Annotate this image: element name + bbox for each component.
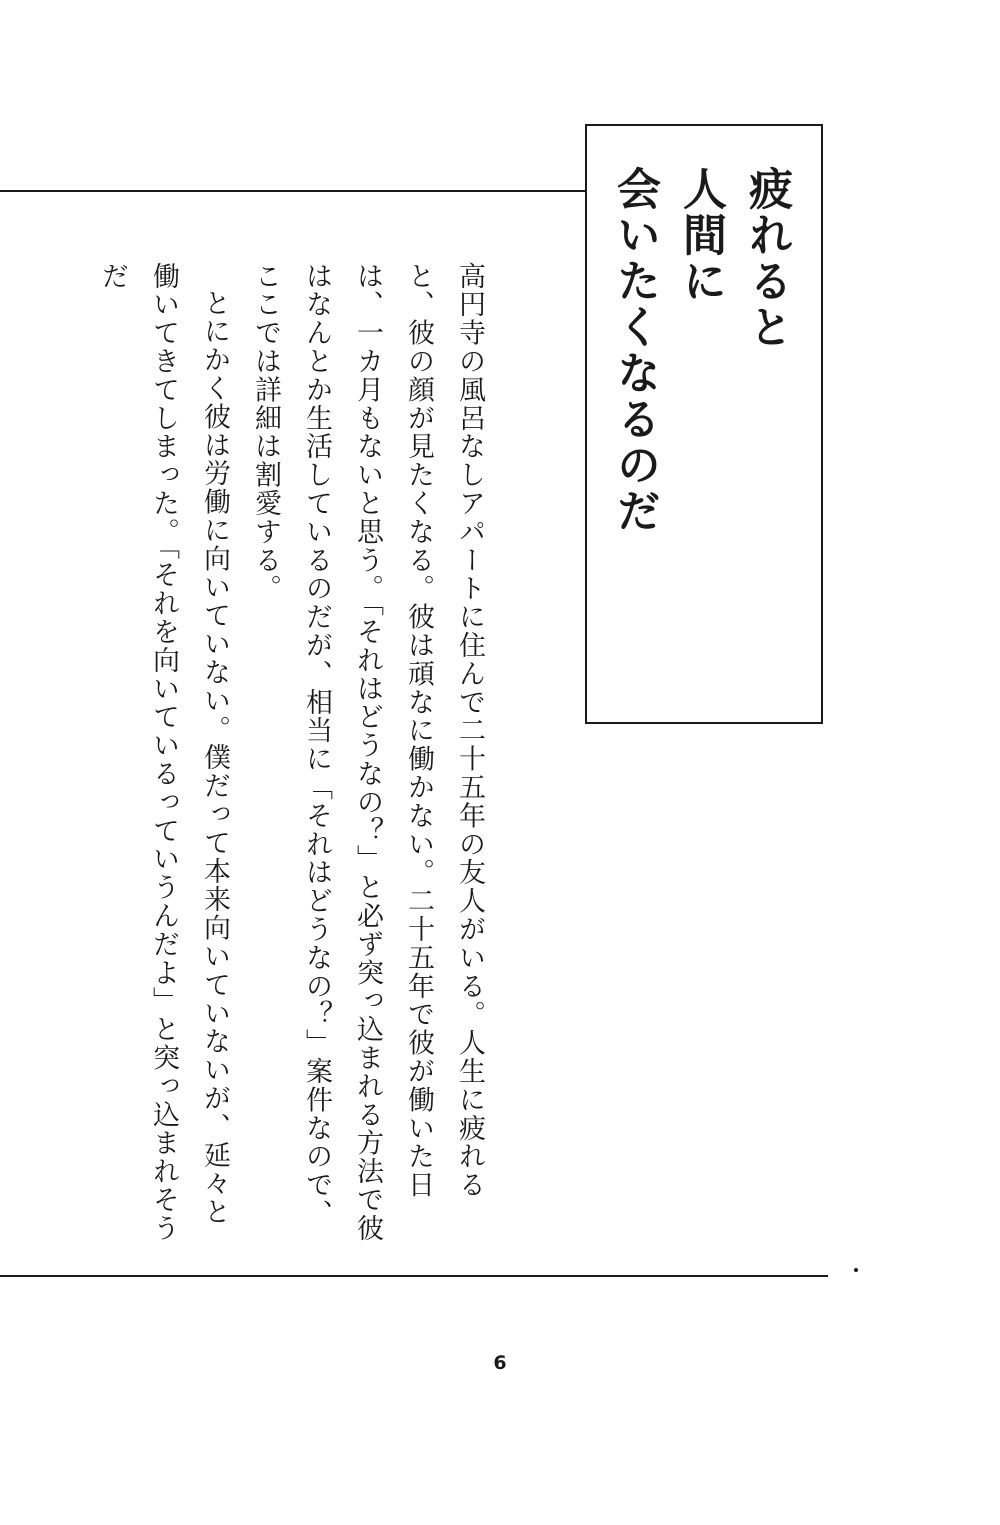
scan-speck — [854, 1268, 858, 1272]
body-text — [87, 262, 495, 1252]
chapter-title — [601, 166, 799, 534]
bottom-rule — [0, 1275, 828, 1277]
chapter-title-line-2: 人間に — [675, 166, 726, 304]
body-paragraph-2: とにかく彼は労働に向いていない。僕だって本来向いていないが、延々と働いてきてしまった。「それを向いているっていうんだよ」と突っ込まれそうだ — [97, 262, 230, 1243]
top-rule — [0, 190, 585, 192]
chapter-title-box — [585, 124, 823, 724]
page-number: 6 — [493, 1352, 507, 1374]
chapter-title-line-1: 疲れると — [741, 166, 792, 350]
body-paragraph-1: 高円寺の風呂なしアパートに住んで二十五年の友人がいる。人生に疲れると、彼の顔が見たくなる。彼は頑なに働かない。二十五年で彼が働いた日は、一カ月もないと思う。「それはどうなの？」と必ず突っ込まれる方法で彼はなんとか生活しているのだが、相当に「それはどうなの？」案件なので、ここでは詳細は割愛する。 — [250, 262, 485, 1243]
chapter-title-line-3: 会いたくなるのだ — [609, 166, 660, 534]
